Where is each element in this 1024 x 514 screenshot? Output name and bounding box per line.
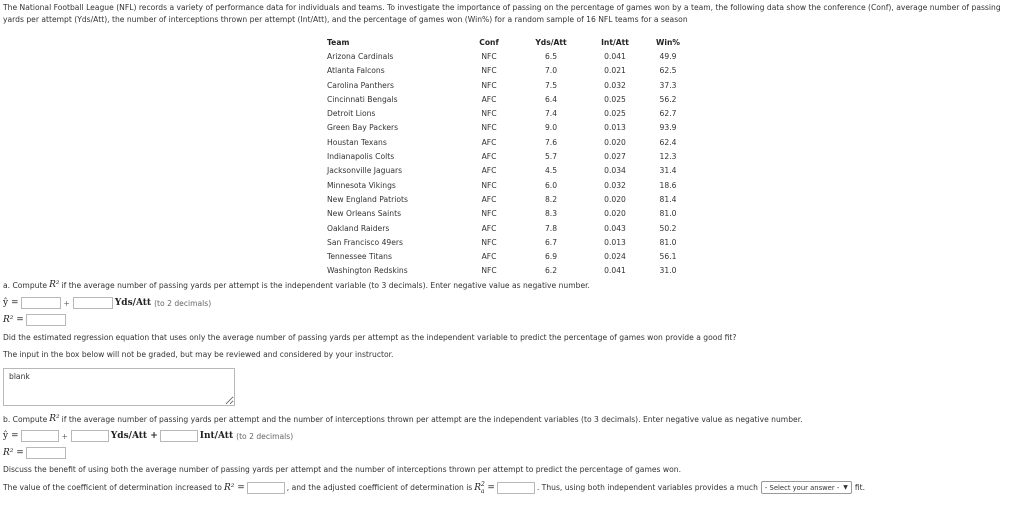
table-row xyxy=(327,178,688,192)
final-end: fit. xyxy=(854,483,866,493)
part-b-suffix: if the average number of passing yards per attempt and the number of interceptions thrown per attempt are the independent variables (to 3 decimals). Enter negative value as negative number. xyxy=(61,414,803,424)
cell-yds-att: 6.7 xyxy=(544,237,558,247)
cell-yds-att: 6.9 xyxy=(544,252,558,262)
decimals-note: (to 2 decimals) xyxy=(236,431,294,441)
r2-label: R² = xyxy=(3,448,24,458)
cell-int-att: 0.020 xyxy=(604,137,626,147)
cell-team: Jacksonville Jaguars xyxy=(327,166,403,176)
cell-conf: AFC xyxy=(481,94,497,104)
cell-int-att: 0.025 xyxy=(604,94,626,104)
part-a-r2-row xyxy=(3,314,68,326)
plus-sign: + xyxy=(61,431,68,441)
ra2-letter: R xyxy=(474,483,482,493)
adjusted-r2-label xyxy=(474,481,495,495)
cell-win-pct: 81.4 xyxy=(659,194,677,204)
part-a-note: The input in the box below will not be graded, but may be reviewed and considered by your instructor. xyxy=(3,350,394,359)
cell-yds-att: 9.0 xyxy=(544,123,558,133)
table-row xyxy=(327,121,688,135)
part-a-yds-coef-input[interactable] xyxy=(73,297,113,309)
final-mid: , and the adjusted coefficient of determination is xyxy=(286,483,473,493)
cell-team: New Orleans Saints xyxy=(327,209,402,219)
cell-win-pct: 81.0 xyxy=(659,209,677,219)
cell-yds-att: 6.0 xyxy=(544,180,558,190)
var-int-att: Int/Att xyxy=(199,431,234,441)
cell-conf: NFC xyxy=(481,180,497,190)
cell-conf: NFC xyxy=(481,209,497,219)
cell-win-pct: 56.2 xyxy=(659,94,677,104)
cell-yds-att: 5.7 xyxy=(544,152,558,162)
table-row xyxy=(327,264,688,278)
cell-yds-att: 7.4 xyxy=(544,109,558,119)
table-row xyxy=(327,64,688,78)
cell-int-att: 0.041 xyxy=(604,51,626,61)
cell-win-pct: 93.9 xyxy=(659,123,677,133)
table-row xyxy=(327,164,688,178)
table-row xyxy=(327,221,688,235)
cell-int-att: 0.024 xyxy=(604,252,626,262)
part-a-intercept-input[interactable] xyxy=(21,297,61,309)
table-row xyxy=(327,106,688,120)
cell-conf: NFC xyxy=(481,109,497,119)
cell-yds-att: 7.6 xyxy=(544,137,558,147)
cell-win-pct: 62.5 xyxy=(659,66,677,76)
table-row xyxy=(327,192,688,206)
cell-team: Indianapolis Colts xyxy=(327,152,395,162)
r2-symbol: R² xyxy=(49,280,60,290)
part-b-prefix: b. Compute xyxy=(3,414,48,424)
cell-int-att: 0.013 xyxy=(604,123,626,133)
table-row xyxy=(327,49,688,63)
plus-sign: + xyxy=(63,298,70,308)
cell-conf: NFC xyxy=(481,80,497,90)
final-r2-input[interactable] xyxy=(247,482,285,494)
part-a-response-textarea[interactable] xyxy=(3,368,235,406)
yhat-label: ŷ = xyxy=(3,298,19,308)
final-adjusted-r2-input[interactable] xyxy=(497,482,535,494)
ra2-sub: a xyxy=(480,487,485,495)
cell-win-pct: 62.4 xyxy=(659,137,677,147)
cell-team: Detroit Lions xyxy=(327,109,376,119)
cell-team: Arizona Cardinals xyxy=(327,51,394,61)
cell-win-pct: 50.2 xyxy=(659,223,677,233)
intro-text: The National Football League (NFL) records a variety of performance data for individuals and teams. To investigate the importance of passing on the percentage of games won by a team, the following data show the conference (Conf), average number of passing yards per attempt (Yds/Att), the number of interceptions thrown per attempt (Int/Att), and the percentage of games won (Win%) for a random sample of 16 NFL teams for a season xyxy=(3,3,1001,24)
cell-team: New England Patriots xyxy=(327,194,408,204)
ra2-eq: = xyxy=(484,483,495,493)
part-a-prompt xyxy=(3,280,590,290)
header-int-att: Int/Att xyxy=(601,37,629,47)
cell-win-pct: 37.3 xyxy=(659,80,677,90)
cell-team: Minnesota Vikings xyxy=(327,180,396,190)
cell-yds-att: 4.5 xyxy=(544,166,558,176)
part-a-question: Did the estimated regression equation that uses only the average number of passing yards per attempt as the independent variable to predict the percentage of games won provide a good fit? xyxy=(3,333,737,342)
cell-win-pct: 12.3 xyxy=(659,152,677,162)
part-b-intercept-input[interactable] xyxy=(21,430,59,442)
cell-win-pct: 49.9 xyxy=(659,51,677,61)
cell-yds-att: 6.4 xyxy=(544,94,558,104)
final-prefix: The value of the coefficient of determination increased to xyxy=(3,483,222,493)
cell-team: Atlanta Falcons xyxy=(327,66,385,76)
part-b-prompt xyxy=(3,414,803,424)
part-b-yds-coef-input[interactable] xyxy=(71,430,109,442)
cell-conf: NFC xyxy=(481,123,497,133)
cell-team: Green Bay Packers xyxy=(327,123,399,133)
table-row xyxy=(327,249,688,263)
r2-label: R² = xyxy=(3,315,24,325)
table-row xyxy=(327,235,688,249)
cell-team: Cincinnati Bengals xyxy=(327,94,398,104)
cell-yds-att: 7.8 xyxy=(544,223,558,233)
cell-conf: AFC xyxy=(481,223,497,233)
cell-team: San Francisco 49ers xyxy=(327,237,403,247)
cell-team: Washington Redskins xyxy=(327,266,408,276)
cell-win-pct: 62.7 xyxy=(659,109,677,119)
part-a-suffix: if the average number of passing yards per attempt is the independent variable (to 3 decimals). Enter negative value as negative number. xyxy=(61,280,590,290)
cell-team: Tennessee Titans xyxy=(327,252,392,262)
cell-win-pct: 18.6 xyxy=(659,180,677,190)
part-b-r2-input[interactable] xyxy=(26,447,66,459)
cell-yds-att: 8.2 xyxy=(544,194,558,204)
fit-quality-select[interactable] xyxy=(761,481,852,494)
header-team: Team xyxy=(327,37,350,47)
cell-yds-att: 6.5 xyxy=(544,51,558,61)
table-row xyxy=(327,149,688,163)
cell-int-att: 0.020 xyxy=(604,194,626,204)
table-row xyxy=(327,92,688,106)
cell-int-att: 0.013 xyxy=(604,237,626,247)
ra2-sup: 2 xyxy=(481,481,485,488)
cell-conf: AFC xyxy=(481,194,497,204)
cell-win-pct: 56.1 xyxy=(659,252,677,262)
header-win-pct: Win% xyxy=(656,37,680,47)
header-conf: Conf xyxy=(479,37,499,47)
header-yds-att: Yds/Att xyxy=(535,37,567,47)
var-yds-att: Yds/Att xyxy=(114,298,152,308)
part-b-int-coef-input[interactable] xyxy=(160,430,198,442)
decimals-note: (to 2 decimals) xyxy=(154,298,212,308)
cell-conf: AFC xyxy=(481,152,497,162)
cell-conf: AFC xyxy=(481,252,497,262)
cell-int-att: 0.032 xyxy=(604,80,626,90)
chevron-down-icon: ▼ xyxy=(843,484,848,492)
table-header-row xyxy=(327,35,688,49)
part-a-prefix: a. Compute xyxy=(3,280,48,290)
cell-win-pct: 81.0 xyxy=(659,237,677,247)
cell-conf: AFC xyxy=(481,137,497,147)
cell-conf: AFC xyxy=(481,166,497,176)
cell-conf: NFC xyxy=(481,51,497,61)
yhat-label: ŷ = xyxy=(3,431,19,441)
part-b-equation xyxy=(3,430,293,442)
part-b-r2-row xyxy=(3,447,68,459)
cell-int-att: 0.027 xyxy=(604,152,626,162)
cell-win-pct: 31.0 xyxy=(659,266,677,276)
cell-conf: NFC xyxy=(481,66,497,76)
part-a-r2-input[interactable] xyxy=(26,314,66,326)
cell-yds-att: 7.5 xyxy=(544,80,558,90)
cell-yds-att: 7.0 xyxy=(544,66,558,76)
cell-team: Houstan Texans xyxy=(327,137,387,147)
cell-team: Oakland Raiders xyxy=(327,223,390,233)
r2-symbol: R² xyxy=(49,414,60,424)
cell-conf: NFC xyxy=(481,266,497,276)
cell-int-att: 0.043 xyxy=(604,223,626,233)
select-value: - Select your answer - xyxy=(764,483,840,492)
cell-team: Carolina Panthers xyxy=(327,80,394,90)
cell-conf: NFC xyxy=(481,237,497,247)
part-b-final-sentence xyxy=(3,481,865,495)
cell-int-att: 0.034 xyxy=(604,166,626,176)
table-row xyxy=(327,78,688,92)
nfl-data-table xyxy=(327,35,688,278)
part-a-equation xyxy=(3,297,211,309)
table-row xyxy=(327,207,688,221)
final-after: . Thus, using both independent variables provides a much xyxy=(536,483,758,493)
r2-label: R² = xyxy=(223,482,245,493)
cell-yds-att: 8.3 xyxy=(544,209,558,219)
cell-int-att: 0.021 xyxy=(604,66,626,76)
cell-int-att: 0.025 xyxy=(604,109,626,119)
var-yds-att: Yds/Att + xyxy=(110,431,158,441)
cell-win-pct: 31.4 xyxy=(659,166,677,176)
cell-int-att: 0.041 xyxy=(604,266,626,276)
table-row xyxy=(327,135,688,149)
cell-int-att: 0.020 xyxy=(604,209,626,219)
part-b-discuss: Discuss the benefit of using both the average number of passing yards per attempt and the number of interceptions thrown per attempt to predict the percentage of games won. xyxy=(3,465,681,474)
cell-yds-att: 6.2 xyxy=(544,266,558,276)
cell-int-att: 0.032 xyxy=(604,180,626,190)
